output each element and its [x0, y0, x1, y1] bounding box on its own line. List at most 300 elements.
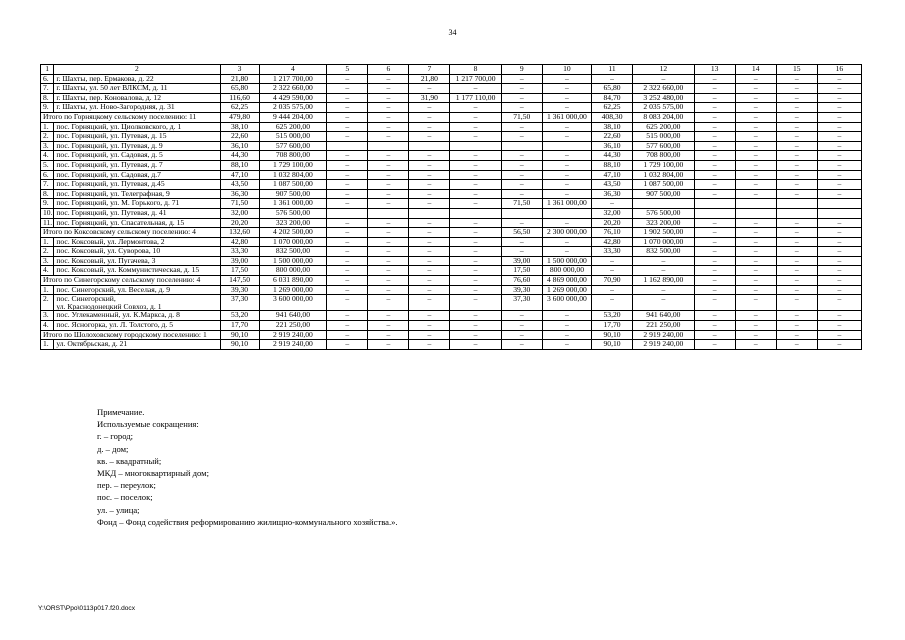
- value-cell: 832 500,00: [259, 247, 327, 257]
- table-row: [41, 218, 862, 228]
- value-cell: 90,10: [220, 340, 259, 350]
- row-index-cell: 4.: [41, 266, 54, 276]
- value-cell: –: [501, 84, 542, 94]
- value-cell: –: [327, 132, 368, 142]
- value-cell: –: [735, 295, 776, 311]
- value-cell: 43,50: [592, 180, 633, 190]
- value-cell: –: [542, 122, 591, 132]
- value-cell: 2 035 575,00: [633, 103, 695, 113]
- address-cell: пос. Горняцкий, ул. Телеграфная, 9: [54, 189, 220, 199]
- value-cell: 65,80: [220, 84, 259, 94]
- value-cell: [542, 141, 591, 151]
- value-cell: –: [592, 74, 633, 84]
- column-number-cell: 13: [694, 65, 735, 75]
- value-cell: 221 250,00: [633, 321, 695, 331]
- subtotal-value-cell: –: [368, 228, 409, 238]
- column-number-cell: 10: [542, 65, 591, 75]
- subtotal-value-cell: 6 031 890,00: [259, 276, 327, 286]
- value-cell: 36,30: [592, 189, 633, 199]
- value-cell: 36,30: [220, 189, 259, 199]
- column-number-cell: 12: [633, 65, 695, 75]
- value-cell: 38,10: [220, 122, 259, 132]
- value-cell: –: [450, 103, 501, 113]
- value-cell: –: [735, 103, 776, 113]
- address-cell: г. Шахты, ул. 50 лет ВЛКСМ, д. 11: [54, 84, 220, 94]
- value-cell: –: [409, 160, 450, 170]
- value-cell: –: [501, 93, 542, 103]
- value-cell: –: [735, 151, 776, 161]
- value-cell: –: [368, 247, 409, 257]
- table-row: [41, 247, 862, 257]
- value-cell: 22,60: [592, 132, 633, 142]
- value-cell: –: [501, 132, 542, 142]
- value-cell: –: [450, 180, 501, 190]
- value-cell: 71,50: [501, 199, 542, 209]
- value-cell: –: [817, 247, 861, 257]
- table-row: [41, 141, 862, 151]
- value-cell: –: [450, 285, 501, 295]
- value-cell: 36,10: [220, 141, 259, 151]
- value-cell: –: [501, 321, 542, 331]
- value-cell: –: [735, 180, 776, 190]
- value-cell: –: [776, 103, 817, 113]
- address-cell: пос. Горняцкий, ул. Циолковского, д. 1: [54, 122, 220, 132]
- column-number-cell: 15: [776, 65, 817, 75]
- value-cell: –: [776, 132, 817, 142]
- value-cell: –: [694, 180, 735, 190]
- value-cell: –: [776, 122, 817, 132]
- row-index-cell: 1.: [41, 340, 54, 350]
- subtotal-value-cell: 90,10: [592, 330, 633, 340]
- value-cell: –: [542, 103, 591, 113]
- value-cell: –: [542, 237, 591, 247]
- value-cell: –: [776, 93, 817, 103]
- value-cell: –: [776, 170, 817, 180]
- value-cell: 577 600,00: [633, 141, 695, 151]
- page-number: 34: [448, 28, 457, 37]
- value-cell: 4 429 590,00: [259, 93, 327, 103]
- value-cell: –: [327, 180, 368, 190]
- value-cell: –: [592, 199, 633, 209]
- table-row: [41, 132, 862, 142]
- subtotal-value-cell: –: [450, 228, 501, 238]
- row-index-cell: 4.: [41, 151, 54, 161]
- subtotal-value-cell: 2 919 240,00: [633, 330, 695, 340]
- value-cell: –: [409, 151, 450, 161]
- value-cell: –: [633, 285, 695, 295]
- subtotal-value-cell: –: [542, 330, 591, 340]
- value-cell: –: [409, 311, 450, 321]
- table-body: [41, 65, 862, 350]
- value-cell: –: [735, 84, 776, 94]
- value-cell: –: [501, 180, 542, 190]
- value-cell: –: [735, 311, 776, 321]
- value-cell: [501, 141, 542, 151]
- subtotal-value-cell: 56,50: [501, 228, 542, 238]
- subtotal-value-cell: –: [735, 276, 776, 286]
- subtotal-value-cell: 90,10: [220, 330, 259, 340]
- value-cell: –: [409, 132, 450, 142]
- value-cell: 800 000,00: [259, 266, 327, 276]
- value-cell: –: [735, 237, 776, 247]
- value-cell: –: [368, 340, 409, 350]
- subtotal-value-cell: –: [327, 276, 368, 286]
- subtotal-value-cell: 2 300 000,00: [542, 228, 591, 238]
- value-cell: –: [776, 160, 817, 170]
- value-cell: –: [592, 256, 633, 266]
- value-cell: 3 252 480,00: [633, 93, 695, 103]
- value-cell: 17,70: [592, 321, 633, 331]
- subtotal-value-cell: 408,30: [592, 112, 633, 122]
- address-cell: пос. Горняцкий, ул. Садовая, д.7: [54, 170, 220, 180]
- value-cell: –: [368, 295, 409, 311]
- value-cell: –: [694, 74, 735, 84]
- value-cell: –: [735, 170, 776, 180]
- value-cell: [368, 141, 409, 151]
- value-cell: –: [409, 189, 450, 199]
- address-cell: пос. Углекаменный, ул. К.Маркса, д. 8: [54, 311, 220, 321]
- value-cell: –: [501, 237, 542, 247]
- value-cell: –: [542, 160, 591, 170]
- subtotal-row: [41, 112, 862, 122]
- value-cell: 39,00: [501, 256, 542, 266]
- value-cell: –: [409, 84, 450, 94]
- value-cell: –: [776, 218, 817, 228]
- value-cell: –: [409, 266, 450, 276]
- value-cell: –: [327, 93, 368, 103]
- row-index-cell: 5.: [41, 160, 54, 170]
- table-row: [41, 321, 862, 331]
- address-cell: пос. Коксовый, ул. Коммунистическая, д. 15: [54, 266, 220, 276]
- row-index-cell: 10.: [41, 208, 54, 218]
- note-line: ул. – улица;: [97, 504, 140, 515]
- value-cell: 38,10: [592, 122, 633, 132]
- value-cell: –: [327, 122, 368, 132]
- value-cell: –: [450, 266, 501, 276]
- value-cell: 53,20: [220, 311, 259, 321]
- value-cell: 1 269 000,00: [542, 285, 591, 295]
- value-cell: –: [817, 141, 861, 151]
- value-cell: [450, 141, 501, 151]
- subtotal-value-cell: 71,50: [501, 112, 542, 122]
- value-cell: 515 000,00: [259, 132, 327, 142]
- table-row: [41, 237, 862, 247]
- column-number-cell: 11: [592, 65, 633, 75]
- table-row: [41, 160, 862, 170]
- value-cell: –: [776, 285, 817, 295]
- value-cell: –: [450, 170, 501, 180]
- value-cell: –: [542, 218, 591, 228]
- value-cell: –: [694, 311, 735, 321]
- value-cell: 1 032 804,00: [633, 170, 695, 180]
- value-cell: 576 500,00: [259, 208, 327, 218]
- value-cell: 65,80: [592, 84, 633, 94]
- address-cell: пос. Синегорский, ул. Краснодонецкий Совхоз, д. 1: [54, 295, 220, 311]
- value-cell: –: [450, 321, 501, 331]
- value-cell: –: [368, 311, 409, 321]
- value-cell: 20,20: [592, 218, 633, 228]
- subtotal-value-cell: –: [694, 112, 735, 122]
- value-cell: 1 361 000,00: [542, 199, 591, 209]
- value-cell: –: [327, 170, 368, 180]
- subtotal-value-cell: –: [409, 228, 450, 238]
- subtotal-value-cell: –: [327, 330, 368, 340]
- subtotal-value-cell: 1 902 500,00: [633, 228, 695, 238]
- subtotal-value-cell: 70,90: [592, 276, 633, 286]
- subtotal-value-cell: 4 869 000,00: [542, 276, 591, 286]
- value-cell: 576 500,00: [633, 208, 695, 218]
- value-cell: 3 600 000,00: [259, 295, 327, 311]
- value-cell: –: [327, 266, 368, 276]
- table-row: [41, 151, 862, 161]
- subtotal-value-cell: –: [368, 112, 409, 122]
- subtotal-label: Итого по Коксовскому сельскому поселению: 4: [41, 228, 221, 238]
- value-cell: 47,10: [592, 170, 633, 180]
- value-cell: –: [542, 247, 591, 257]
- value-cell: –: [776, 247, 817, 257]
- value-cell: –: [776, 84, 817, 94]
- column-number-cell: 9: [501, 65, 542, 75]
- value-cell: 62,25: [220, 103, 259, 113]
- value-cell: –: [327, 199, 368, 209]
- value-cell: –: [633, 74, 695, 84]
- value-cell: 625 200,00: [259, 122, 327, 132]
- value-cell: –: [817, 285, 861, 295]
- value-cell: –: [817, 132, 861, 142]
- value-cell: [409, 141, 450, 151]
- value-cell: –: [409, 122, 450, 132]
- value-cell: –: [368, 160, 409, 170]
- value-cell: 36,10: [592, 141, 633, 151]
- value-cell: 941 640,00: [259, 311, 327, 321]
- subtotal-value-cell: 8 083 204,00: [633, 112, 695, 122]
- subtotal-value-cell: 9 444 204,00: [259, 112, 327, 122]
- value-cell: 88,10: [220, 160, 259, 170]
- value-cell: –: [694, 285, 735, 295]
- value-cell: –: [368, 74, 409, 84]
- value-cell: 47,10: [220, 170, 259, 180]
- table-row: [41, 295, 862, 311]
- subtotal-value-cell: –: [817, 276, 861, 286]
- value-cell: –: [694, 151, 735, 161]
- value-cell: –: [633, 295, 695, 311]
- row-index-cell: 7.: [41, 84, 54, 94]
- value-cell: –: [817, 295, 861, 311]
- value-cell: –: [327, 237, 368, 247]
- value-cell: –: [501, 122, 542, 132]
- value-cell: –: [817, 321, 861, 331]
- value-cell: 44,30: [220, 151, 259, 161]
- value-cell: –: [409, 285, 450, 295]
- value-cell: –: [450, 237, 501, 247]
- value-cell: 39,30: [220, 285, 259, 295]
- row-index-cell: 2.: [41, 132, 54, 142]
- value-cell: –: [694, 103, 735, 113]
- value-cell: –: [409, 170, 450, 180]
- value-cell: –: [694, 132, 735, 142]
- address-cell: пос. Коксовый, ул. Пугачева, 3: [54, 256, 220, 266]
- address-cell: пос. Синегорский, ул. Веселая, д. 9: [54, 285, 220, 295]
- value-cell: –: [368, 170, 409, 180]
- value-cell: 20,20: [220, 218, 259, 228]
- value-cell: 39,00: [220, 256, 259, 266]
- value-cell: –: [501, 311, 542, 321]
- value-cell: –: [368, 237, 409, 247]
- subtotal-value-cell: –: [409, 112, 450, 122]
- value-cell: 1 087 500,00: [633, 180, 695, 190]
- value-cell: 21,80: [220, 74, 259, 84]
- value-cell: –: [694, 170, 735, 180]
- value-cell: –: [776, 311, 817, 321]
- value-cell: –: [327, 247, 368, 257]
- value-cell: –: [735, 266, 776, 276]
- table-row: [41, 180, 862, 190]
- value-cell: 17,50: [501, 266, 542, 276]
- column-number-cell: 1: [41, 65, 54, 75]
- note-line: пер. – переулок;: [97, 480, 156, 491]
- value-cell: 62,25: [592, 103, 633, 113]
- value-cell: 1 500 000,00: [542, 256, 591, 266]
- note-line: Используемые сокращения:: [97, 419, 199, 430]
- address-cell: пос. Горняцкий, ул. Путевая, д. 7: [54, 160, 220, 170]
- row-index-cell: 1.: [41, 285, 54, 295]
- subtotal-value-cell: –: [450, 112, 501, 122]
- address-cell: пос. Ясногорка, ул. Л. Толстого, д. 5: [54, 321, 220, 331]
- value-cell: –: [542, 340, 591, 350]
- table-row: [41, 266, 862, 276]
- row-index-cell: 11.: [41, 218, 54, 228]
- value-cell: –: [735, 256, 776, 266]
- row-index-cell: 3.: [41, 311, 54, 321]
- row-index-cell: 9.: [41, 199, 54, 209]
- value-cell: –: [327, 311, 368, 321]
- address-cell: пос. Горняцкий, ул. Спасательная, д. 15: [54, 218, 220, 228]
- value-cell: –: [776, 151, 817, 161]
- value-cell: –: [542, 180, 591, 190]
- value-cell: –: [542, 189, 591, 199]
- value-cell: –: [694, 93, 735, 103]
- value-cell: [501, 208, 542, 218]
- value-cell: –: [450, 199, 501, 209]
- value-cell: 708 800,00: [633, 151, 695, 161]
- value-cell: [694, 208, 735, 218]
- subtotal-value-cell: –: [735, 228, 776, 238]
- value-cell: 116,60: [220, 93, 259, 103]
- column-number-cell: 4: [259, 65, 327, 75]
- row-index-cell: 6.: [41, 74, 54, 84]
- column-number-cell: 5: [327, 65, 368, 75]
- value-cell: –: [592, 285, 633, 295]
- subtotal-row: [41, 330, 862, 340]
- value-cell: –: [368, 321, 409, 331]
- value-cell: 37,30: [220, 295, 259, 311]
- subtotal-value-cell: 1 361 000,00: [542, 112, 591, 122]
- value-cell: –: [776, 180, 817, 190]
- value-cell: 42,80: [220, 237, 259, 247]
- value-cell: –: [450, 151, 501, 161]
- value-cell: 2 919 240,00: [633, 340, 695, 350]
- value-cell: –: [735, 122, 776, 132]
- value-cell: 2 322 660,00: [633, 84, 695, 94]
- value-cell: –: [368, 103, 409, 113]
- subtotal-value-cell: –: [450, 276, 501, 286]
- value-cell: –: [817, 170, 861, 180]
- value-cell: –: [450, 295, 501, 311]
- subtotal-value-cell: –: [817, 112, 861, 122]
- value-cell: [735, 208, 776, 218]
- subtotal-value-cell: 479,80: [220, 112, 259, 122]
- notes-block: [97, 406, 398, 528]
- row-index-cell: 8.: [41, 93, 54, 103]
- value-cell: –: [368, 256, 409, 266]
- value-cell: 1 087 500,00: [259, 180, 327, 190]
- table-row: [41, 170, 862, 180]
- value-cell: –: [450, 189, 501, 199]
- subtotal-value-cell: –: [817, 330, 861, 340]
- value-cell: –: [327, 151, 368, 161]
- value-cell: –: [735, 132, 776, 142]
- value-cell: –: [542, 151, 591, 161]
- table-row: [41, 256, 862, 266]
- table-row: [41, 199, 862, 209]
- value-cell: 90,10: [592, 340, 633, 350]
- value-cell: –: [450, 256, 501, 266]
- value-cell: –: [368, 132, 409, 142]
- value-cell: –: [450, 160, 501, 170]
- value-cell: –: [694, 218, 735, 228]
- value-cell: –: [817, 237, 861, 247]
- row-index-cell: 1.: [41, 237, 54, 247]
- subtotal-value-cell: –: [327, 228, 368, 238]
- value-cell: 1 177 110,00: [450, 93, 501, 103]
- value-cell: 800 000,00: [542, 266, 591, 276]
- value-cell: –: [776, 141, 817, 151]
- value-cell: 44,30: [592, 151, 633, 161]
- subtotal-value-cell: –: [409, 276, 450, 286]
- value-cell: –: [633, 266, 695, 276]
- note-line: Фонд – Фонд содействия реформированию жилищно-коммунального хозяйства.».: [97, 516, 398, 527]
- value-cell: –: [450, 122, 501, 132]
- column-number-cell: 7: [409, 65, 450, 75]
- value-cell: –: [735, 160, 776, 170]
- value-cell: [633, 199, 695, 209]
- subtotal-label: Итого по Синегорскому сельскому поселению: 4: [41, 276, 221, 286]
- note-line: пос. – поселок;: [97, 492, 153, 503]
- column-number-cell: 6: [368, 65, 409, 75]
- table-row: [41, 103, 862, 113]
- value-cell: –: [327, 160, 368, 170]
- address-cell: пос. Коксовый, ул. Суворова, 10: [54, 247, 220, 257]
- value-cell: –: [776, 295, 817, 311]
- value-cell: –: [817, 218, 861, 228]
- value-cell: 1 361 000,00: [259, 199, 327, 209]
- value-cell: –: [327, 84, 368, 94]
- table-row: [41, 122, 862, 132]
- value-cell: –: [409, 180, 450, 190]
- value-cell: –: [368, 180, 409, 190]
- value-cell: –: [542, 84, 591, 94]
- value-cell: –: [450, 311, 501, 321]
- address-cell: пос. Горняцкий, ул. Путевая, д. 9: [54, 141, 220, 151]
- value-cell: –: [735, 285, 776, 295]
- value-cell: 1 500 000,00: [259, 256, 327, 266]
- value-cell: –: [327, 218, 368, 228]
- value-cell: –: [694, 340, 735, 350]
- value-cell: [817, 208, 861, 218]
- value-cell: –: [501, 170, 542, 180]
- value-cell: –: [735, 189, 776, 199]
- value-cell: 17,70: [220, 321, 259, 331]
